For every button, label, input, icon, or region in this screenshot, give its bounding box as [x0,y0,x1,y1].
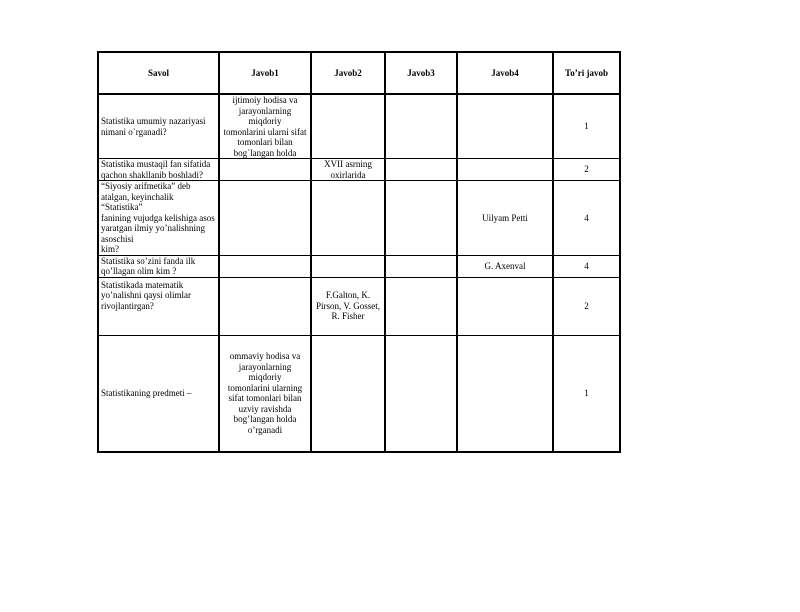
header-javob4: Javob4 [457,52,553,94]
header-row [98,52,620,94]
correct-answer-cell: 2 [553,277,620,335]
table-row [98,159,620,181]
javob3-cell [385,255,457,277]
question-cell: Statistika mustaqil fan sifatida qachon shakllanib boshladi? [98,159,219,181]
correct-answer-cell: 4 [553,181,620,256]
javob2-cell: F.Galton, K. Pirson, V. Gosset, R. Fisher [311,277,385,335]
questions-table [97,51,621,453]
question-cell: Statistikaning predmeti – [98,335,219,452]
javob4-cell [457,335,553,452]
javob4-cell [457,159,553,181]
javob3-cell [385,181,457,256]
correct-answer-cell: 1 [553,94,620,159]
javob1-cell [219,277,311,335]
javob4-cell [457,94,553,159]
header-correct: To’ri javob [553,52,620,94]
javob3-cell [385,335,457,452]
javob4-cell: Uilyam Petti [457,181,553,256]
table-row [98,335,620,452]
javob2-cell: XVII asrning oxirlarida [311,159,385,181]
table-row [98,255,620,277]
question-cell: Statistikada matematik yo’nalishni qaysi olimlar rivojlantirgan? [98,277,219,335]
header-savol: Savol [98,52,219,94]
javob2-cell [311,94,385,159]
javob4-cell: G. Axenval [457,255,553,277]
correct-answer-cell: 4 [553,255,620,277]
javob1-cell [219,181,311,256]
question-cell: Statistika so’zini fanda ilk qo’llagan olim kim ? [98,255,219,277]
table-row [98,181,620,256]
header-javob2: Javob2 [311,52,385,94]
correct-answer-cell: 1 [553,335,620,452]
header-javob3: Javob3 [385,52,457,94]
javob3-cell [385,159,457,181]
javob3-cell [385,277,457,335]
header-javob1: Javob1 [219,52,311,94]
javob3-cell [385,94,457,159]
correct-answer-cell: 2 [553,159,620,181]
table-row [98,94,620,159]
question-cell: Statistika umumiy nazariyasi nimani o`rganadi? [98,94,219,159]
javob1-cell: ommaviy hodisa va jarayonlarning miqdoriy tomonlarini ularning sifat tomonlari bilan uzviy ravishda bog’langan holda o’rganadi [219,335,311,452]
javob1-cell: ijtimoiy hodisa va jarayonlarning miqdoriy tomonlarini ularni sifat tomonlari bilan bog`langan holda [219,94,311,159]
javob1-cell [219,159,311,181]
javob1-cell [219,255,311,277]
javob4-cell [457,277,553,335]
javob2-cell [311,255,385,277]
table-row [98,277,620,335]
question-cell: “Siyosiy arifmetika” deb atalgan, keyinchalik “Statistika” fanining vujudga kelishiga asos yaratgan ilmiy yo’nalishning asoschisi kim? [98,181,219,256]
javob2-cell [311,335,385,452]
javob2-cell [311,181,385,256]
